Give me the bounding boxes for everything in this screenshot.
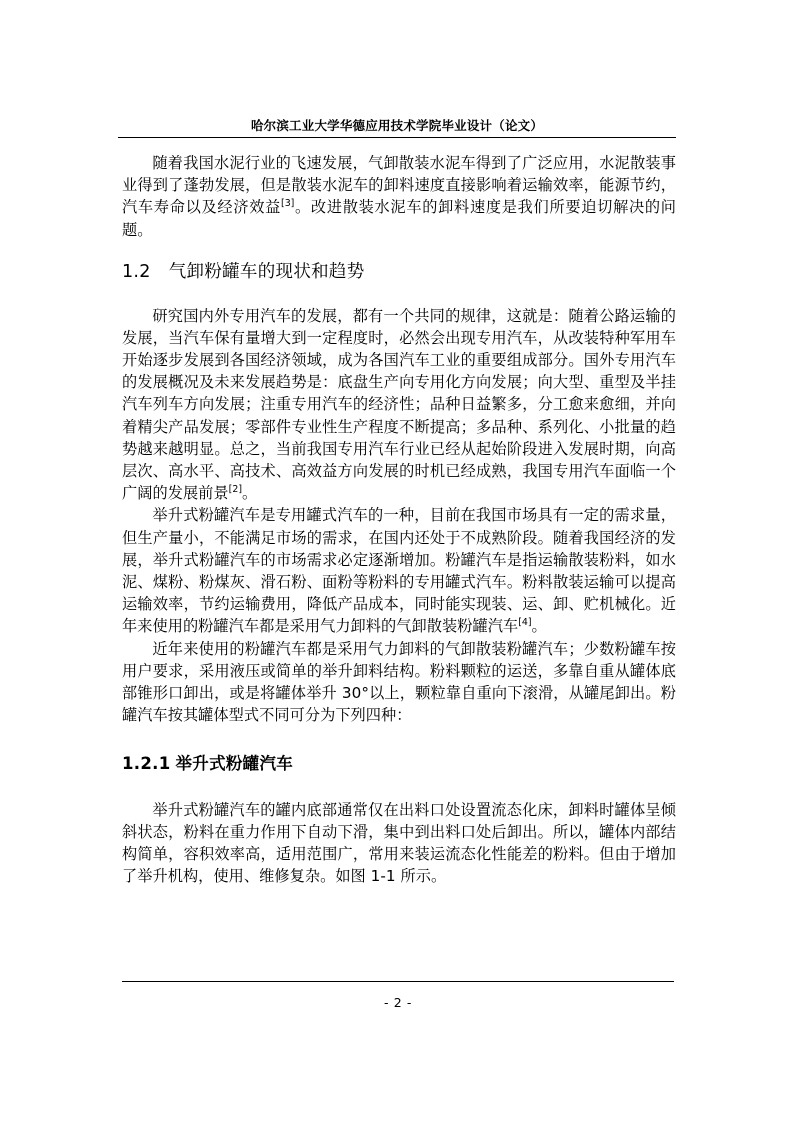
citation-ref-4: [4] [518, 617, 532, 629]
paragraph-intro-text-cont: 。改进散装水泥车的卸料速度是我们所要迫切解决的问题。 [122, 198, 677, 239]
paragraph-lift-type-demand [122, 504, 676, 637]
page-number: - 2 - [384, 995, 412, 1010]
citation-ref-3: [3] [281, 198, 295, 210]
paragraph-industry-overview [122, 305, 676, 505]
heading-section-1-2-1 [122, 753, 676, 774]
citation-ref-2: [2] [228, 484, 242, 496]
page-header-divider [118, 137, 676, 138]
paragraph-lift-type-description: 举升式粉罐汽车的罐内底部通常仅在出料口处设置流态化床，卸料时罐体呈倾斜状态，粉料在重力作用下自动下滑，集中到出料口处后卸出。所以，罐体内部结构简单，容积效率高，适用范围广，常用来装运流态化性能差的粉料。但由于增加了举升机构，使用、维修复杂。如图 1-1 所示。 [122, 800, 676, 886]
spacer-before-heading-1-2 [122, 241, 676, 261]
paragraph-intro-text: 随着我国水泥行业的飞速发展，气卸散装水泥车得到了广泛应用，水泥散装事业得到了蓬勃发展，但是散装水泥车的卸料速度直接影响着运输效率，能源节约，汽车寿命以及经济效益 [122, 154, 676, 217]
heading-section-1-2-text: 气卸粉罐车的现状和趋势 [168, 261, 365, 282]
page-footer [122, 981, 674, 1010]
paragraph-industry-overview-text-cont: 。 [242, 484, 258, 503]
spacer-after-heading-1-2 [122, 284, 676, 305]
paragraph-lift-type-demand-text: 举升式粉罐汽车是专用罐式汽车的一种，目前在我国市场具有一定的需求量，但生产量小，不能满足市场的需求，在国内还处于不成熟阶段。随着我国经济的发展，举升式粉罐汽车的市场需求必定逐渐增加。粉罐汽车是指运输散装粉料，如水泥、煤粉、粉煤灰、滑石粉、面粉等粉料的专用罐式汽车。粉料散装运输可以提高运输效率，节约运输费用，降低产品成本，同时能实现装、运、卸、贮机械化。近年来使用的粉罐汽车都是采用气力卸料的气卸散装粉罐汽车 [122, 506, 676, 636]
page-footer-divider [122, 981, 674, 982]
heading-section-1-2-1-text: 举升式粉罐汽车 [175, 754, 294, 774]
heading-section-1-2-number: 1.2 [122, 261, 151, 282]
heading-section-1-2 [122, 261, 676, 284]
spacer-after-heading-1-2-1 [122, 775, 676, 799]
document-body [122, 152, 676, 888]
paragraph-lift-type-demand-text-cont: 。 [531, 617, 547, 636]
paragraph-intro [122, 152, 676, 241]
heading-section-1-2-1-number: 1.2.1 [122, 754, 171, 774]
spacer-before-heading-1-2-1 [122, 726, 676, 753]
page-header-title: 哈尔滨工业大学华德应用技术学院毕业设计（论文） [250, 118, 544, 133]
paragraph-industry-overview-text: 研究国内外专用汽车的发展，都有一个共同的规律，这就是：随着公路运输的发展，当汽车保有量增大到一定程度时，必然会出现专用汽车，从改装特种军用车开始逐步发展到各国经济领域，成为各国汽车工业的重要组成部分。国外专用汽车的发展概况及未来发展趋势是：底盘生产向专用化方向发展；向大型、重型及半挂汽车列车方向发展；注重专用汽车的经济性；品种日益繁多，分工愈来愈细，并向着精尖产品发展；零部件专业性生产程度不断提高；多品种、系列化、小批量的趋势越来越明显。总之，当前我国专用汽车行业已经从起始阶段进入发展时期，向高层次、高水平、高技术、高效益方向发展的时机已经成熟，我国专用汽车面临一个广阔的发展前景 [122, 306, 676, 503]
paragraph-discharge-methods: 近年来使用的粉罐汽车都是采用气力卸料的气卸散装粉罐汽车；少数粉罐车按用户要求，采用液压或简单的举升卸料结构。粉料颗粒的运送，多靠自重从罐体底部锥形口卸出，或是将罐体举升 30°以上，颗粒靠自重向下滚滑，从罐尾卸出。粉罐汽车按其罐体型式不同可分为下列四种： [122, 639, 676, 725]
page-header [118, 118, 676, 138]
